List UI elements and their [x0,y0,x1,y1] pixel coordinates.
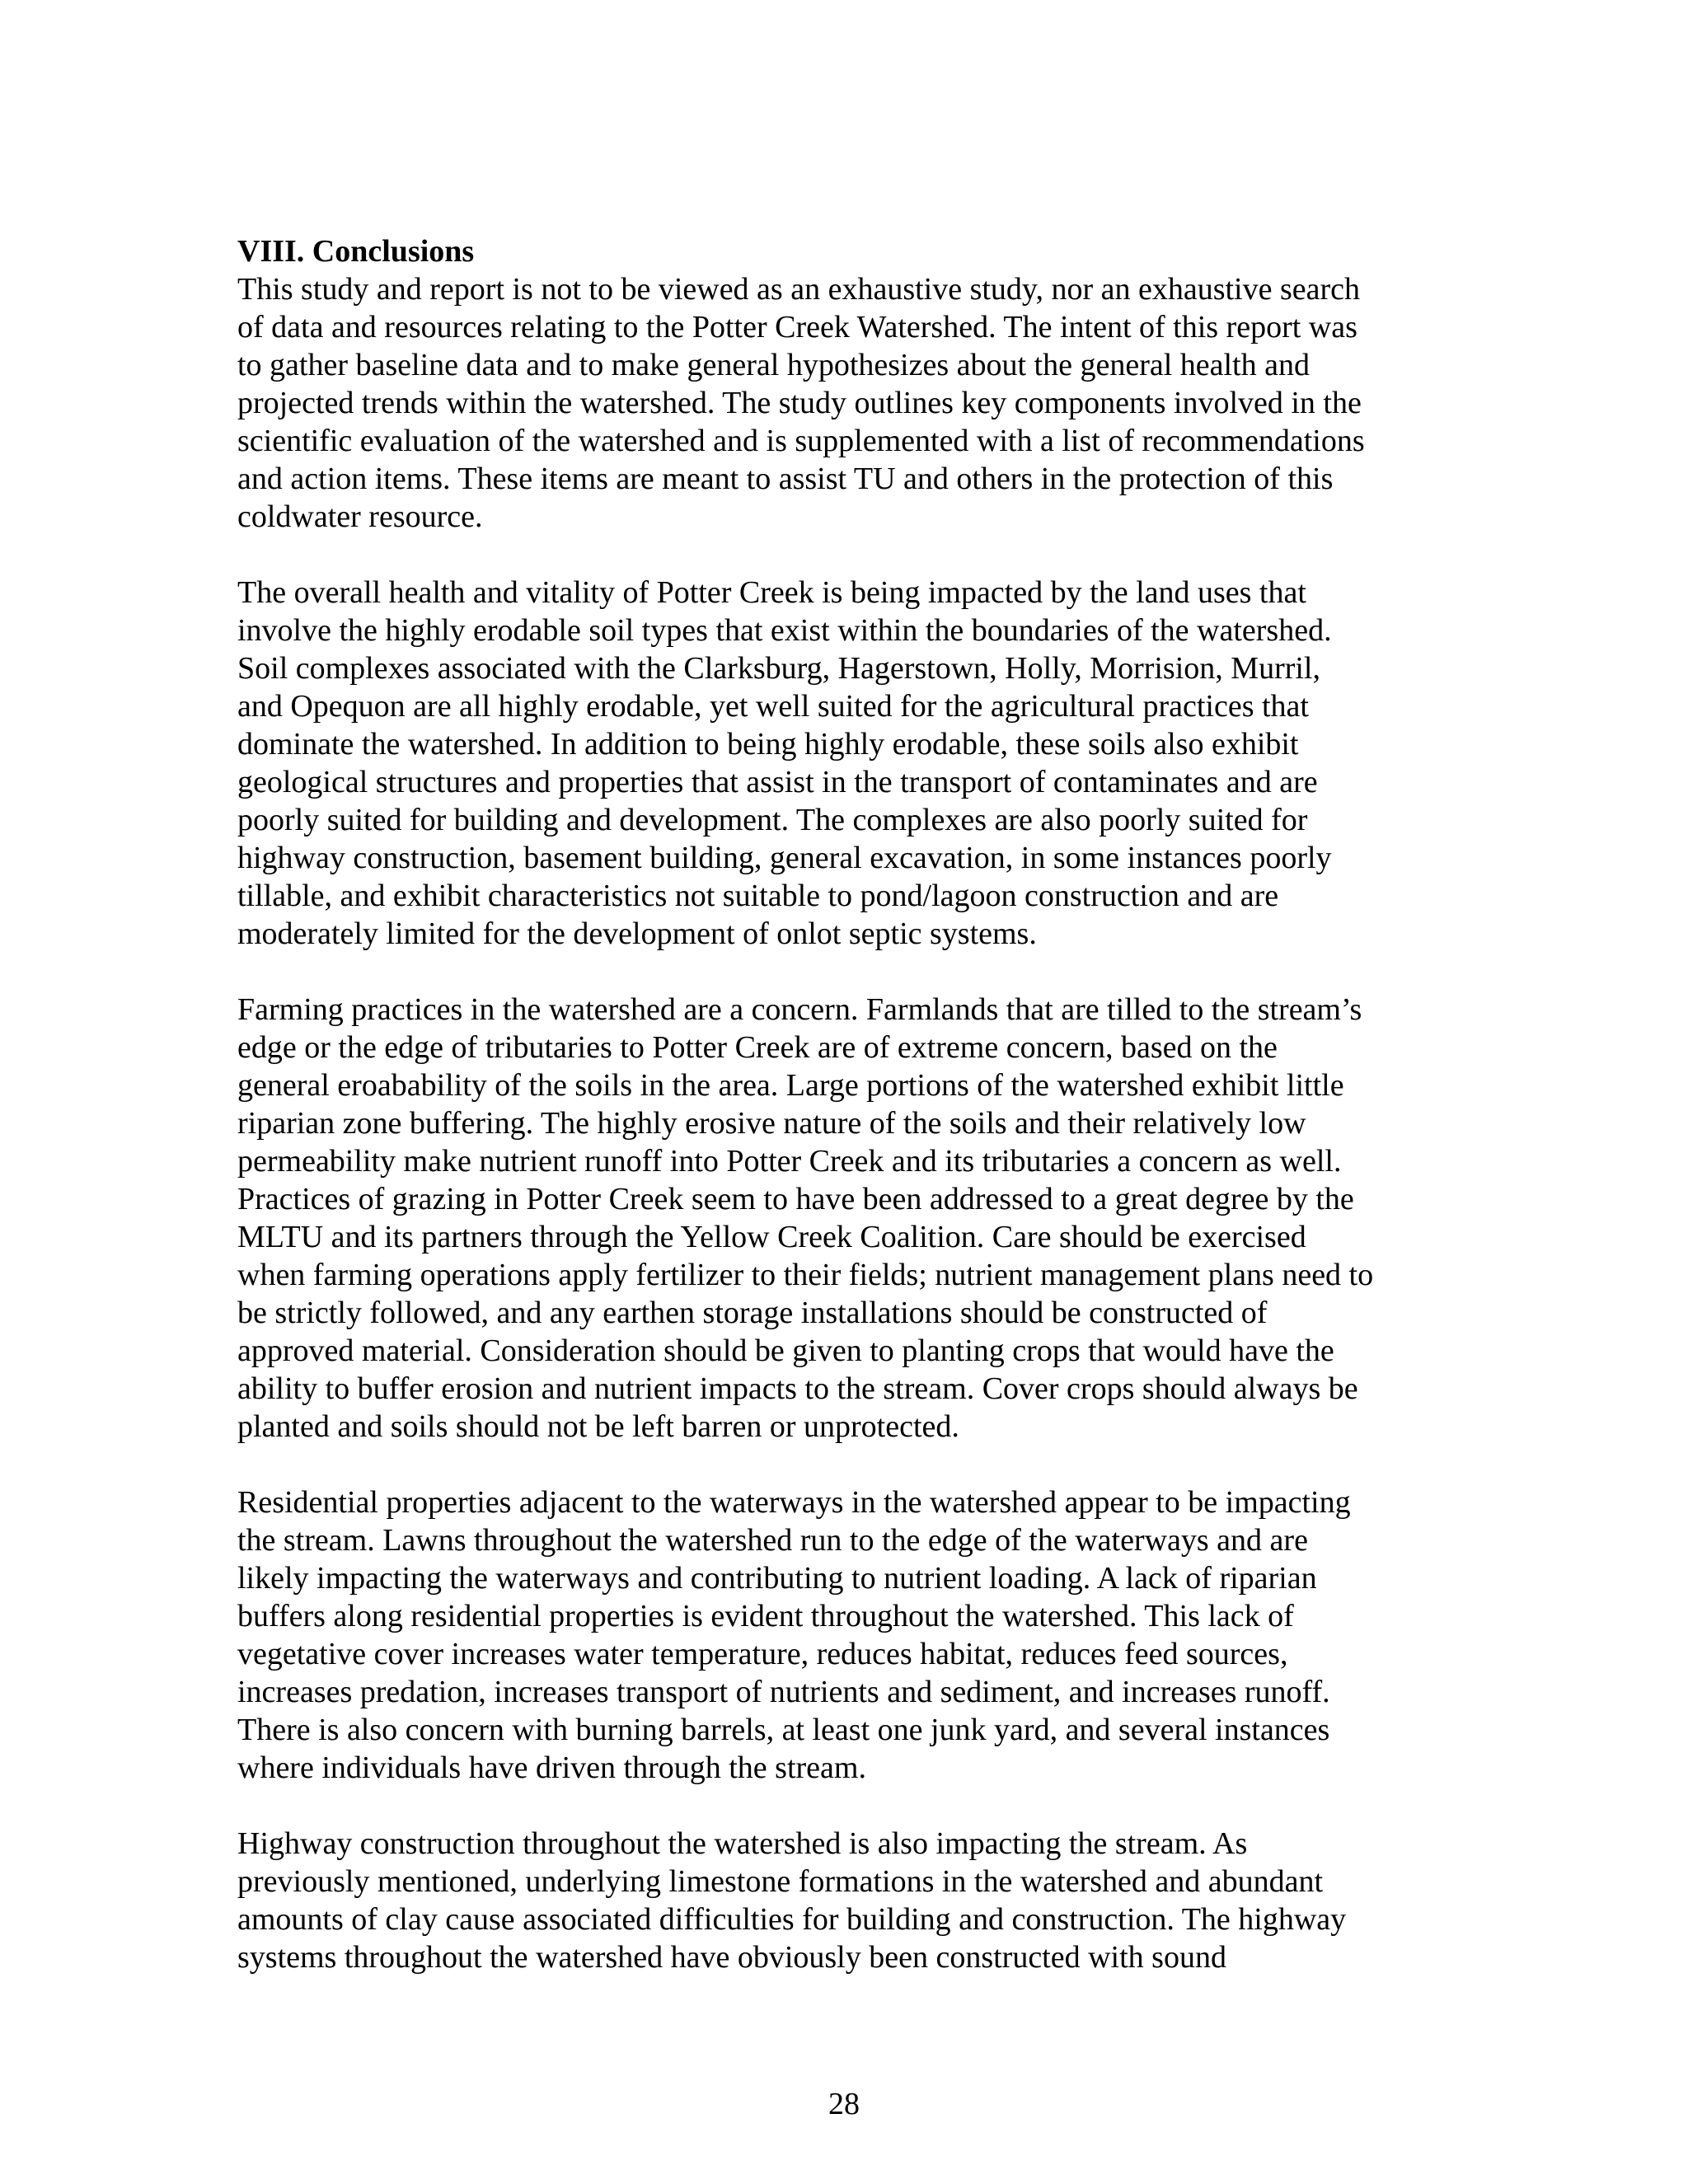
text-line: of data and resources relating to the Potter Creek Watershed. The intent of this report was [237,310,1357,344]
text-line: projected trends within the watershed. The study outlines key components involved in the [237,386,1362,420]
text-line: Soil complexes associated with the Clarksburg, Hagerstown, Holly, Morrision, Murril, [237,651,1320,686]
text-line: and Opequon are all highly erodable, yet well suited for the agricultural practices that [237,689,1309,724]
text-line: tillable, and exhibit characteristics not suitable to pond/lagoon construction and are [237,879,1279,913]
text-line: permeability make nutrient runoff into Potter Creek and its tributaries a concern as well. [237,1144,1342,1179]
text-line: previously mentioned, underlying limestone formations in the watershed and abundant [237,1864,1324,1899]
text-line: The overall health and vitality of Potter Creek is being impacted by the land uses that [237,575,1306,610]
text-line: the stream. Lawns throughout the watershed run to the edge of the waterways and are [237,1523,1308,1558]
text-line: highway construction, basement building, general excavation, in some instances poorly [237,841,1332,875]
text-line: dominate the watershed. In addition to being highly erodable, these soils also exhibit [237,727,1299,762]
text-line: approved material. Consideration should be given to planting crops that would have the [237,1333,1334,1368]
text-line: There is also concern with burning barrels, at least one junk yard, and several instances [237,1713,1330,1747]
text-line: Practices of grazing in Potter Creek seem to have been addressed to a great degree by the [237,1182,1354,1216]
paragraph-5 [237,1825,1457,1976]
text-line: amounts of clay cause associated difficulties for building and construction. The highway [237,1902,1347,1937]
text-line: coldwater resource. [237,499,483,534]
text-line: general eroabability of the soils in the area. Large portions of the watershed exhibit little [237,1068,1344,1103]
text-line: planted and soils should not be left barren or unprotected. [237,1409,959,1444]
text-line: MLTU and its partners through the Yellow Creek Coalition. Care should be exercised [237,1220,1306,1254]
text-line: Highway construction throughout the watershed is also impacting the stream. As [237,1826,1248,1861]
text-line: increases predation, increases transport of nutrients and sediment, and increases runoff. [237,1675,1330,1709]
text-line: Farming practices in the watershed are a concern. Farmlands that are tilled to the stream’s [237,992,1362,1027]
text-line: and action items. These items are meant to assist TU and others in the protection of this [237,462,1334,496]
paragraph-3 [237,991,1457,1446]
paragraph-2 [237,574,1457,953]
text-line: scientific evaluation of the watershed and is supplemented with a list of recommendations [237,424,1365,458]
paragraph-1 [237,270,1457,536]
text-line: involve the highly erodable soil types that exist within the boundaries of the watershed. [237,613,1332,648]
section-heading: VIII. Conclusions [237,234,475,269]
text-line: to gather baseline data and to make general hypothesizes about the general health and [237,348,1310,382]
text-line: when farming operations apply fertilizer to their fields; nutrient management plans need to [237,1258,1374,1292]
text-line: poorly suited for building and development. The complexes are also poorly suited for [237,803,1308,837]
text-line: edge or the edge of tributaries to Potter Creek are of extreme concern, based on the [237,1030,1278,1065]
page-content [237,232,1457,2014]
text-line: likely impacting the waterways and contributing to nutrient loading. A lack of riparian [237,1561,1317,1596]
text-line: geological structures and properties that assist in the transport of contaminates and are [237,765,1318,799]
paragraph-4 [237,1483,1457,1787]
text-line: buffers along residential properties is evident throughout the watershed. This lack of [237,1599,1294,1633]
text-line: be strictly followed, and any earthen storage installations should be constructed of [237,1296,1268,1330]
text-line: This study and report is not to be viewed as an exhaustive study, nor an exhaustive search [237,272,1361,307]
text-line: moderately limited for the development of onlot septic systems. [237,916,1037,951]
text-line: ability to buffer erosion and nutrient impacts to the stream. Cover crops should always be [237,1371,1358,1406]
text-line: systems throughout the watershed have obviously been constructed with sound [237,1940,1226,1975]
text-line: vegetative cover increases water temperature, reduces habitat, reduces feed sources, [237,1637,1288,1671]
text-line: where individuals have driven through the stream. [237,1750,866,1785]
page-number: 28 [828,2087,860,2121]
text-line: riparian zone buffering. The highly erosive nature of the soils and their relatively low [237,1106,1306,1141]
text-line: Residential properties adjacent to the waterways in the watershed appear to be impacting [237,1485,1351,1520]
